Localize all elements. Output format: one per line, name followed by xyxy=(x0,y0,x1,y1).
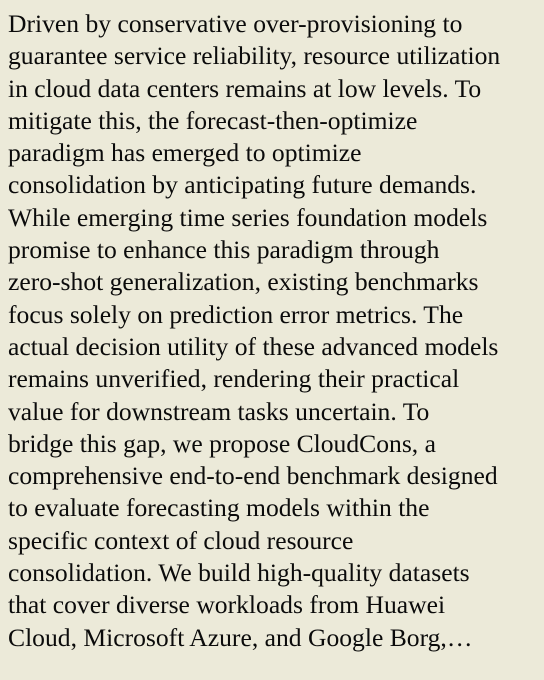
text-line: consolidation by anticipating future demands. xyxy=(8,170,477,200)
text-line: comprehensive end-to-end benchmark designed xyxy=(8,461,498,491)
text-line: in cloud data centers remains at low levels. To xyxy=(8,73,482,103)
text-line: remains unverified, rendering their practical xyxy=(8,364,460,394)
text-line: Cloud, Microsoft Azure, and Google Borg,… xyxy=(8,622,473,652)
text-line: actual decision utility of these advanced models xyxy=(8,331,499,361)
text-line: paradigm has emerged to optimize xyxy=(8,138,362,168)
text-line: While emerging time series foundation models xyxy=(8,202,488,232)
text-line: focus solely on prediction error metrics. The xyxy=(8,299,464,329)
text-line: specific context of cloud resource xyxy=(8,525,354,555)
text-line: promise to enhance this paradigm through xyxy=(8,235,440,265)
text-line: bridge this gap, we propose CloudCons, a xyxy=(8,428,436,458)
text-line: consolidation. We build high-quality datasets xyxy=(8,558,470,588)
text-line: zero-shot generalization, existing benchmarks xyxy=(8,267,479,297)
text-line: value for downstream tasks uncertain. To xyxy=(8,396,430,426)
text-line: mitigate this, the forecast-then-optimize xyxy=(8,105,418,135)
text-line: guarantee service reliability, resource utilization xyxy=(8,41,501,71)
text-line: to evaluate forecasting models within the xyxy=(8,493,430,523)
text-line: that cover diverse workloads from Huawei xyxy=(8,590,446,620)
text-line: Driven by conservative over-provisioning to xyxy=(8,9,463,38)
